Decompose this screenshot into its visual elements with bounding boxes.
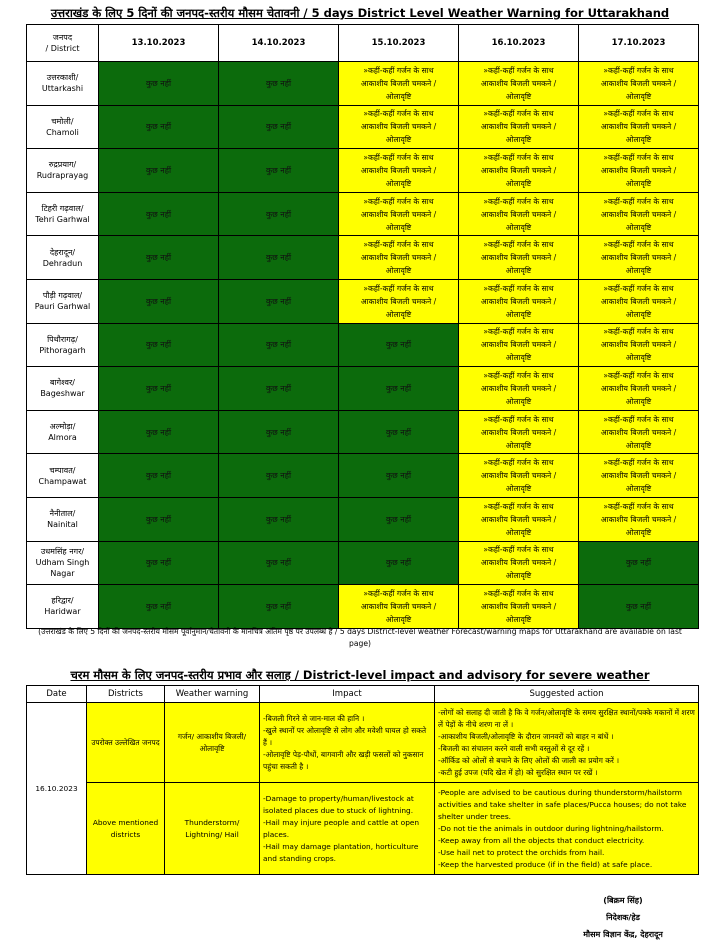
yellow-warning-cell (339, 585, 459, 629)
warning-text-line: »कहीं-कहीं गर्जन के साथ (363, 588, 434, 598)
action-text-hindi (435, 703, 699, 783)
warning-text-line: ओलावृष्टि (385, 614, 412, 624)
no-warning-cell (219, 192, 339, 236)
impact-row-hindi (27, 703, 699, 783)
district-name-cell (27, 454, 99, 498)
impact-header-date: Date (27, 686, 87, 703)
no-warning-text: कुछ नहीं (385, 471, 412, 481)
yellow-warning-cell (579, 454, 699, 498)
no-warning-text: कुछ नहीं (265, 558, 292, 568)
no-warning-cell (99, 541, 219, 585)
warning-text-line: ओलावृष्टि (625, 266, 652, 276)
impact-warning-english: Thunderstorm/ Lightning/ Hail (165, 783, 260, 875)
warning-text-line: ओलावृष्टि (505, 135, 532, 145)
warning-text-line: ओलावृष्टि (505, 222, 532, 232)
warning-text-line: आकाशीय बिजली चमकने / (480, 471, 557, 481)
warning-text-line: ओलावृष्टि (505, 91, 532, 101)
date-column-header: 17.10.2023 (579, 25, 699, 62)
yellow-warning-cell (459, 62, 579, 106)
warning-text-line: आकाशीय बिजली चमकने / (480, 514, 557, 524)
district-name-english: Almora (48, 433, 77, 443)
district-name-cell (27, 585, 99, 629)
no-warning-text: कुछ नहीं (625, 558, 652, 568)
district-row (27, 279, 699, 323)
no-warning-cell (219, 585, 339, 629)
warning-table-header-row (27, 25, 699, 62)
yellow-warning-cell (459, 149, 579, 193)
no-warning-cell (219, 323, 339, 367)
no-warning-text: कुछ नहीं (265, 427, 292, 437)
no-warning-text: कुछ नहीं (145, 296, 172, 306)
warning-text-line: »कहीं-कहीं गर्जन के साथ (483, 327, 554, 337)
yellow-warning-cell (339, 149, 459, 193)
no-warning-text: कुछ नहीं (265, 209, 292, 219)
warning-text-line: ओलावृष्टि (505, 527, 532, 537)
warning-text-line: »कहीं-कहीं गर्जन के साथ (483, 501, 554, 511)
action-line: -बिजली का संचालन करने वाली सभी वस्तुओं से दूर रहें । (438, 743, 590, 753)
district-name-hindi: उधमसिंह नगर/ (40, 547, 85, 557)
impact-districts-english: Above mentioned districts (87, 783, 165, 875)
impact-line: -Hail may damage plantation, horticulture and standing crops. (263, 841, 419, 863)
district-name-hindi: टिहरी गढ़वाल/ (41, 204, 84, 214)
no-warning-text: कुछ नहीं (145, 78, 172, 88)
warning-text-line: »कहीं-कहीं गर्जन के साथ (603, 65, 674, 75)
yellow-warning-cell (459, 192, 579, 236)
action-line: -आकाशीय बिजली/ओलावृष्टि के दौरान जानवरों को बाहर न बांधें । (438, 731, 614, 741)
district-row (27, 454, 699, 498)
warning-text-line: »कहीं-कहीं गर्जन के साथ (483, 458, 554, 468)
warning-text-line: आकाशीय बिजली चमकने / (600, 383, 677, 393)
warning-text-line: »कहीं-कहीं गर्जन के साथ (363, 240, 434, 250)
district-name-hindi: चमोली/ (51, 116, 74, 126)
no-warning-text: कुछ नहीं (265, 253, 292, 263)
yellow-warning-cell (339, 62, 459, 106)
no-warning-text: कुछ नहीं (145, 514, 172, 524)
yellow-warning-cell (459, 541, 579, 585)
action-line: -Keep the harvested produce (if in the field) at safe place. (438, 859, 653, 869)
no-warning-cell (219, 497, 339, 541)
no-warning-cell (579, 541, 699, 585)
signatory-designation: निदेशक/हेड (606, 913, 640, 922)
warning-text-line: आकाशीय बिजली चमकने / (600, 296, 677, 306)
yellow-warning-cell (579, 410, 699, 454)
impact-line: -Hail may injure people and cattle at open places. (263, 817, 420, 839)
date-column-header: 13.10.2023 (99, 25, 219, 62)
no-warning-cell (339, 367, 459, 411)
warning-text-line: आकाशीय बिजली चमकने / (600, 514, 677, 524)
no-warning-cell (99, 585, 219, 629)
district-name-hindi: बागेश्वर/ (50, 378, 75, 388)
no-warning-cell (219, 149, 339, 193)
district-name-cell (27, 149, 99, 193)
district-name-english: Pithoragarh (39, 345, 86, 355)
district-name-cell (27, 497, 99, 541)
district-name-hindi: पिथौरागढ़/ (47, 334, 78, 344)
district-name-cell (27, 541, 99, 585)
warning-text-line: »कहीं-कहीं गर्जन के साथ (483, 152, 554, 162)
impact-header-action: Suggested action (435, 686, 699, 703)
district-name-english: Dehradun (42, 258, 83, 268)
district-name-hindi: पौड़ी गढ़वाल/ (42, 291, 83, 301)
no-warning-text: कुछ नहीं (145, 601, 172, 611)
warning-text-line: »कहीं-कहीं गर्जन के साथ (483, 545, 554, 555)
warning-text-line: ओलावृष्टि (625, 440, 652, 450)
district-header-hindi: जनपद (52, 33, 73, 42)
yellow-warning-cell (579, 62, 699, 106)
district-name-cell (27, 192, 99, 236)
yellow-warning-cell (579, 192, 699, 236)
no-warning-cell (219, 367, 339, 411)
warning-text-line: आकाशीय बिजली चमकने / (480, 209, 557, 219)
yellow-warning-cell (459, 105, 579, 149)
no-warning-text: कुछ नहीं (145, 558, 172, 568)
district-name-english: Udham Singh Nagar (35, 558, 90, 579)
warning-text-line: आकाशीय बिजली चमकने / (360, 122, 437, 132)
yellow-warning-cell (459, 454, 579, 498)
action-line: -ऑर्किड को ओलों से बचाने के लिए ओलों की जाली का प्रयोग करें । (438, 755, 620, 765)
warning-text-line: ओलावृष्टि (505, 353, 532, 363)
district-name-english: Champawat (38, 476, 87, 486)
district-name-english: Chamoli (46, 127, 79, 137)
warning-title: उत्तराखंड के लिए 5 दिनों की जनपद-स्तरीय मौसम चेतावनी / 5 days District Level Weather Warning for Uttarakhand (50, 6, 670, 20)
district-name-hindi: हरिद्वार/ (51, 596, 74, 606)
district-name-english: Tehri Garhwal (35, 215, 90, 225)
impact-line: -खुले स्थानों पर ओलावृष्टि से लोग और मवेशी घायल हो सकते हैं । (263, 725, 427, 747)
no-warning-cell (99, 367, 219, 411)
district-column-header (27, 25, 99, 62)
action-line: -कटी हुई उपज (यदि खेत में हो) को सुरक्षित स्थान पर रखें । (438, 767, 598, 777)
district-row (27, 541, 699, 585)
district-name-cell (27, 62, 99, 106)
impact-table-header-row (27, 686, 699, 703)
warning-text-line: ओलावृष्टि (385, 309, 412, 319)
no-warning-cell (339, 323, 459, 367)
no-warning-cell (219, 279, 339, 323)
district-name-cell (27, 323, 99, 367)
district-name-english: Uttarkashi (41, 84, 84, 94)
impact-line: -बिजली गिरने से जान-माल की हानि । (263, 713, 365, 723)
warning-text-line: ओलावृष्टि (505, 266, 532, 276)
yellow-warning-cell (579, 236, 699, 280)
warning-text-line: आकाशीय बिजली चमकने / (480, 340, 557, 350)
warning-text-line: »कहीं-कहीं गर्जन के साथ (363, 65, 434, 75)
impact-districts-hindi: उपरोक्त उल्लेखित जनपद (87, 703, 165, 783)
no-warning-text: कुछ नहीं (145, 165, 172, 175)
no-warning-text: कुछ नहीं (385, 427, 412, 437)
district-name-english: Nainital (47, 520, 78, 530)
warning-text-line: »कहीं-कहीं गर्जन के साथ (603, 327, 674, 337)
yellow-warning-cell (459, 410, 579, 454)
warning-text-line: ओलावृष्टि (625, 396, 652, 406)
impact-line: -ओलावृष्टि पेड़-पौधों, बागवानी और खड़ी फसलों को नुकसान पहुंचा सकती है । (263, 749, 424, 771)
yellow-warning-cell (579, 497, 699, 541)
warning-text-line: ओलावृष्टि (385, 222, 412, 232)
district-row (27, 323, 699, 367)
warning-text-line: »कहीं-कहीं गर्जन के साथ (603, 283, 674, 293)
yellow-warning-cell (459, 279, 579, 323)
signatory-name: (बिक्रम सिंह) (603, 896, 643, 905)
warning-text-line: आकाशीय बिजली चमकने / (480, 427, 557, 437)
district-name-hindi: उत्तरकाशी/ (46, 73, 79, 83)
impact-line: -Damage to property/human/livestock at isolated places due to stuck of lightning. (263, 793, 414, 815)
district-row (27, 62, 699, 106)
warning-text-line: ओलावृष्टि (625, 353, 652, 363)
no-warning-cell (99, 62, 219, 106)
no-warning-text: कुछ नहीं (145, 427, 172, 437)
impact-text-hindi (260, 703, 435, 783)
warning-text-line: ओलावृष्टि (385, 178, 412, 188)
no-warning-text: कुछ नहीं (265, 340, 292, 350)
no-warning-cell (99, 497, 219, 541)
warning-text-line: ओलावृष्टि (505, 440, 532, 450)
no-warning-text: कुछ नहीं (145, 122, 172, 132)
warning-text-line: आकाशीय बिजली चमकने / (360, 165, 437, 175)
yellow-warning-cell (339, 279, 459, 323)
district-row (27, 149, 699, 193)
warning-text-line: »कहीं-कहीं गर्जन के साथ (603, 414, 674, 424)
warning-text-line: ओलावृष्टि (505, 571, 532, 581)
no-warning-cell (339, 454, 459, 498)
no-warning-cell (99, 279, 219, 323)
no-warning-text: कुछ नहीं (145, 340, 172, 350)
no-warning-cell (339, 497, 459, 541)
no-warning-text: कुछ नहीं (145, 471, 172, 481)
no-warning-cell (219, 410, 339, 454)
date-column-header: 16.10.2023 (459, 25, 579, 62)
yellow-warning-cell (459, 585, 579, 629)
warning-text-line: ओलावृष्टि (505, 309, 532, 319)
warning-text-line: आकाशीय बिजली चमकने / (480, 253, 557, 263)
no-warning-text: कुछ नहीं (385, 514, 412, 524)
district-row (27, 585, 699, 629)
warning-text-line: ओलावृष्टि (625, 309, 652, 319)
no-warning-text: कुछ नहीं (145, 383, 172, 393)
district-name-cell (27, 105, 99, 149)
warning-text-line: »कहीं-कहीं गर्जन के साथ (603, 458, 674, 468)
warning-text-line: »कहीं-कहीं गर्जन के साथ (363, 152, 434, 162)
warning-text-line: आकाशीय बिजली चमकने / (600, 122, 677, 132)
impact-advisory-table (26, 685, 699, 875)
district-name-english: Pauri Garhwal (34, 302, 91, 312)
warning-text-line: आकाशीय बिजली चमकने / (600, 471, 677, 481)
warning-text-line: आकाशीय बिजली चमकने / (480, 601, 557, 611)
impact-date: 16.10.2023 (27, 703, 87, 875)
warning-text-line: »कहीं-कहीं गर्जन के साथ (363, 109, 434, 119)
warning-text-line: »कहीं-कहीं गर्जन के साथ (483, 414, 554, 424)
no-warning-text: कुछ नहीं (265, 471, 292, 481)
warning-text-line: आकाशीय बिजली चमकने / (360, 253, 437, 263)
signature-block (548, 892, 698, 943)
warning-text-line: आकाशीय बिजली चमकने / (360, 209, 437, 219)
no-warning-text: कुछ नहीं (265, 78, 292, 88)
no-warning-cell (579, 585, 699, 629)
no-warning-text: कुछ नहीं (265, 514, 292, 524)
warning-text-line: »कहीं-कहीं गर्जन के साथ (483, 370, 554, 380)
warning-text-line: »कहीं-कहीं गर्जन के साथ (483, 240, 554, 250)
no-warning-text: कुछ नहीं (265, 296, 292, 306)
warning-text-line: आकाशीय बिजली चमकने / (360, 78, 437, 88)
warning-text-line: ओलावृष्टि (505, 178, 532, 188)
no-warning-cell (99, 192, 219, 236)
warning-text-line: आकाशीय बिजली चमकने / (600, 209, 677, 219)
no-warning-text: कुछ नहीं (265, 383, 292, 393)
yellow-warning-cell (459, 367, 579, 411)
warning-text-line: आकाशीय बिजली चमकने / (480, 558, 557, 568)
warning-text-line: »कहीं-कहीं गर्जन के साथ (603, 501, 674, 511)
warning-text-line: ओलावृष्टि (505, 396, 532, 406)
warning-text-line: आकाशीय बिजली चमकने / (600, 165, 677, 175)
no-warning-cell (339, 410, 459, 454)
warning-text-line: ओलावृष्टि (625, 484, 652, 494)
warning-text-line: ओलावृष्टि (625, 222, 652, 232)
signatory-office: मौसम विज्ञान केंद्र, देहरादून (583, 930, 663, 939)
warning-text-line: आकाशीय बिजली चमकने / (600, 340, 677, 350)
warning-text-line: »कहीं-कहीं गर्जन के साथ (603, 152, 674, 162)
warning-text-line: आकाशीय बिजली चमकने / (360, 296, 437, 306)
no-warning-cell (99, 149, 219, 193)
no-warning-text: कुछ नहीं (385, 558, 412, 568)
district-name-cell (27, 410, 99, 454)
district-name-hindi: चम्पावत/ (49, 465, 76, 475)
no-warning-cell (219, 62, 339, 106)
impact-title: चरम मौसम के लिए जनपद-स्तरीय प्रभाव और सलाह / District-level impact and advisory for severe weather (70, 668, 650, 682)
warning-text-line: »कहीं-कहीं गर्जन के साथ (603, 109, 674, 119)
impact-header-impact: Impact (260, 686, 435, 703)
no-warning-text: कुछ नहीं (145, 253, 172, 263)
impact-header-districts: Districts (87, 686, 165, 703)
action-line: -People are advised to be cautious during thunderstorm/hailstorm activities and take shelter in safe places/Pucca houses; do not take shelter under trees. (438, 787, 687, 821)
yellow-warning-cell (459, 323, 579, 367)
warning-text-line: आकाशीय बिजली चमकने / (480, 165, 557, 175)
warning-text-line: »कहीं-कहीं गर्जन के साथ (483, 65, 554, 75)
district-row (27, 410, 699, 454)
yellow-warning-cell (579, 105, 699, 149)
action-line: -लोगों को सलाह दी जाती है कि वे गर्जन/ओलावृष्टि के समय सुरक्षित स्थानों/पक्के मकानों में शरण लें पेड़ों के नीचे शरण ना लें । (438, 707, 695, 729)
yellow-warning-cell (459, 497, 579, 541)
warning-text-line: ओलावृष्टि (505, 614, 532, 624)
no-warning-text: कुछ नहीं (385, 340, 412, 350)
district-name-english: Haridwar (44, 607, 81, 617)
district-row (27, 192, 699, 236)
warning-text-line: »कहीं-कहीं गर्जन के साथ (363, 283, 434, 293)
warning-text-line: ओलावृष्टि (385, 91, 412, 101)
warning-text-line: आकाशीय बिजली चमकने / (600, 253, 677, 263)
warning-text-line: आकाशीय बिजली चमकने / (480, 296, 557, 306)
warning-text-line: ओलावृष्टि (625, 527, 652, 537)
no-warning-text: कुछ नहीं (265, 122, 292, 132)
district-row (27, 236, 699, 280)
district-row (27, 497, 699, 541)
impact-header-warning: Weather warning (165, 686, 260, 703)
warning-text-line: आकाशीय बिजली चमकने / (600, 427, 677, 437)
yellow-warning-cell (339, 105, 459, 149)
warning-text-line: आकाशीय बिजली चमकने / (480, 78, 557, 88)
action-line: -Keep away from all the objects that conduct electricity. (438, 835, 645, 845)
action-text-english (435, 783, 699, 875)
warning-text-line: »कहीं-कहीं गर्जन के साथ (363, 196, 434, 206)
warning-text-line: ओलावृष्टि (625, 135, 652, 145)
no-warning-cell (99, 236, 219, 280)
warning-text-line: »कहीं-कहीं गर्जन के साथ (603, 196, 674, 206)
yellow-warning-cell (579, 279, 699, 323)
yellow-warning-cell (459, 236, 579, 280)
warning-text-line: ओलावृष्टि (625, 91, 652, 101)
maps-footnote: (उत्तराखंड के लिए 5 दिनों की जनपद-स्तरीय मौसम पूर्वानुमान/चेतावनी के मानचित्र अंतिम पृष्ठ पर उपलब्ध है / 5 days District-level weather Forecast/warning maps for Uttarakhand are available on last page) (38, 627, 682, 648)
no-warning-text: कुछ नहीं (145, 209, 172, 219)
action-line: -Do not tie the animals in outdoor during lightning/hailstorm. (438, 823, 664, 833)
district-name-hindi: अल्मोड़ा/ (49, 422, 76, 432)
district-name-cell (27, 367, 99, 411)
yellow-warning-cell (339, 236, 459, 280)
warning-text-line: आकाशीय बिजली चमकने / (480, 383, 557, 393)
yellow-warning-cell (579, 367, 699, 411)
warning-text-line: आकाशीय बिजली चमकने / (480, 122, 557, 132)
no-warning-cell (99, 454, 219, 498)
action-line: -Use hail net to protect the orchids from hail. (438, 847, 605, 857)
district-name-english: Bageshwar (40, 389, 85, 399)
warning-text-line: ओलावृष्टि (385, 266, 412, 276)
yellow-warning-cell (579, 149, 699, 193)
yellow-warning-cell (579, 323, 699, 367)
date-column-header: 15.10.2023 (339, 25, 459, 62)
warning-table (26, 24, 699, 629)
warning-text-line: »कहीं-कहीं गर्जन के साथ (603, 370, 674, 380)
no-warning-text: कुछ नहीं (385, 383, 412, 393)
warning-text-line: »कहीं-कहीं गर्जन के साथ (483, 283, 554, 293)
warning-text-line: »कहीं-कहीं गर्जन के साथ (483, 588, 554, 598)
no-warning-cell (99, 410, 219, 454)
district-header-english: / District (45, 44, 80, 53)
warning-text-line: »कहीं-कहीं गर्जन के साथ (483, 109, 554, 119)
warning-text-line: ओलावृष्टि (505, 484, 532, 494)
warning-text-line: »कहीं-कहीं गर्जन के साथ (603, 240, 674, 250)
no-warning-cell (99, 105, 219, 149)
date-column-header: 14.10.2023 (219, 25, 339, 62)
no-warning-cell (219, 236, 339, 280)
district-name-hindi: रुद्रप्रयाग/ (48, 160, 77, 170)
warning-text-line: »कहीं-कहीं गर्जन के साथ (483, 196, 554, 206)
no-warning-cell (339, 541, 459, 585)
no-warning-text: कुछ नहीं (265, 601, 292, 611)
district-name-cell (27, 279, 99, 323)
impact-text-english (260, 783, 435, 875)
district-row (27, 367, 699, 411)
no-warning-cell (219, 105, 339, 149)
impact-row-english (27, 783, 699, 875)
no-warning-cell (219, 541, 339, 585)
yellow-warning-cell (339, 192, 459, 236)
district-row (27, 105, 699, 149)
warning-text-line: आकाशीय बिजली चमकने / (600, 78, 677, 88)
warning-text-line: ओलावृष्टि (625, 178, 652, 188)
district-name-hindi: नैनीताल/ (49, 509, 76, 519)
no-warning-cell (219, 454, 339, 498)
district-name-english: Rudraprayag (36, 171, 89, 181)
impact-warning-hindi: गर्जन/ आकाशीय बिजली/ ओलावृष्टि (165, 703, 260, 783)
no-warning-cell (99, 323, 219, 367)
district-name-hindi: देहरादून/ (49, 247, 76, 257)
warning-text-line: आकाशीय बिजली चमकने / (360, 601, 437, 611)
district-name-cell (27, 236, 99, 280)
no-warning-text: कुछ नहीं (265, 165, 292, 175)
no-warning-text: कुछ नहीं (625, 601, 652, 611)
warning-text-line: ओलावृष्टि (385, 135, 412, 145)
